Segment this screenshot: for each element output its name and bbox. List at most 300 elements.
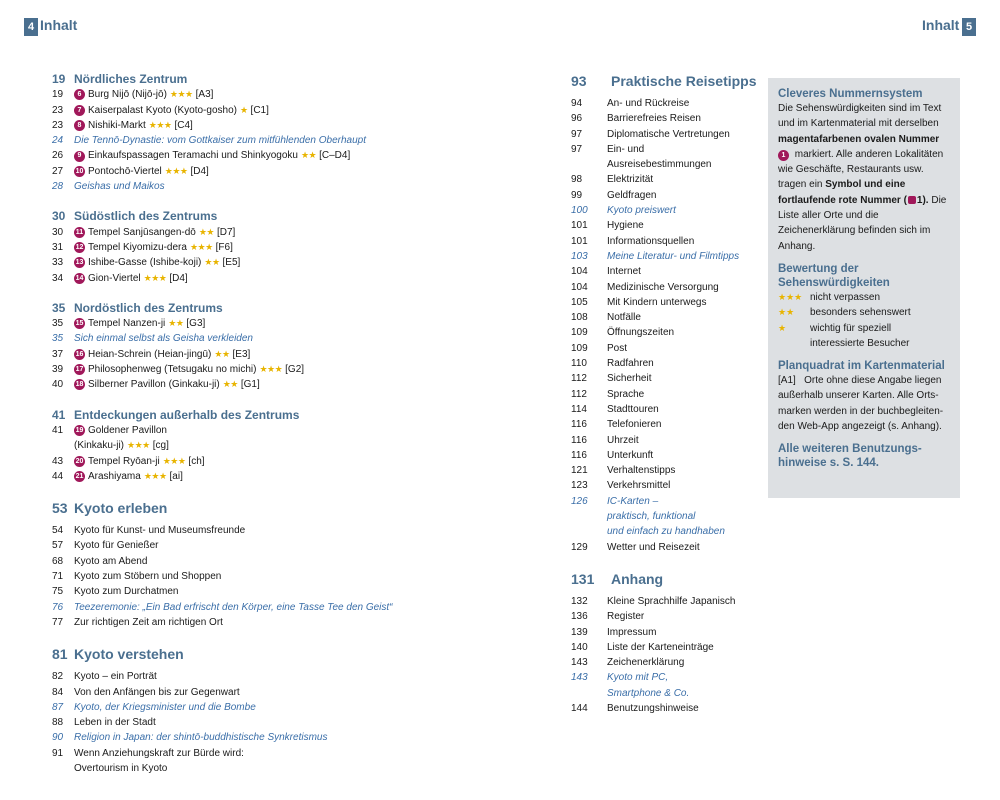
entry-text (74, 423, 167, 438)
entry-text (607, 494, 658, 509)
entry-page-number: 57 (52, 540, 64, 552)
entry-text (607, 249, 739, 264)
toc-entry (52, 554, 472, 569)
toc-entry (52, 761, 472, 776)
entry-page-number: 76 (52, 601, 64, 613)
entry-text (607, 341, 627, 356)
entry-title: Die Tennō-Dynastie: vom Gottkaiser zum mitfühlenden Oberhaupt (74, 135, 366, 147)
entry-text (74, 730, 327, 745)
toc-entry (571, 264, 761, 279)
section-page-number: 30 (52, 209, 66, 224)
toc-entry (571, 111, 761, 126)
entry-title: Philosophenweg (Tetsugaku no michi) (88, 364, 257, 376)
toc-entry (52, 179, 472, 194)
rating-stars-icon: ★★★ (259, 364, 283, 375)
legend-text: interessierte Besucher (810, 337, 910, 349)
grid-reference: [A3] (195, 89, 214, 101)
toc-entry (571, 625, 761, 640)
entry-page-number: 116 (571, 434, 587, 446)
rating-stars-icon: ★★ (222, 379, 238, 390)
entry-text (607, 463, 675, 478)
entry-title: Wetter und Reisezeit (607, 541, 700, 553)
entry-text (74, 554, 147, 569)
entry-page-number: 43 (52, 455, 64, 467)
grid-text-2: außerhalb unserer Karten. Alle Orts- marken werden in der buchbegleiten- den Web-App angezeigt (s. Anhang). (778, 390, 944, 433)
magenta-number-badge-icon: 6 (74, 89, 85, 100)
entry-text (74, 761, 167, 776)
magenta-number-badge-icon: 16 (74, 349, 85, 360)
toc-entry (52, 685, 472, 700)
rating-stars-icon: ★★★ (127, 440, 150, 451)
entry-text (607, 655, 684, 670)
entry-page-number: 75 (52, 586, 64, 598)
entry-title: Stadttouren (607, 403, 659, 415)
entry-page-number: 104 (571, 281, 588, 293)
toc-entry (52, 347, 472, 362)
entry-title: Medizinische Versorgung (607, 281, 719, 293)
entry-title: Leben in der Stadt (74, 717, 156, 729)
toc-entry (52, 148, 472, 163)
rating-legend-row (778, 336, 950, 351)
entry-text (607, 478, 670, 493)
entry-title: Kyoto mit PC, (607, 672, 669, 684)
section-page-number: 19 (52, 72, 66, 86)
entry-page-number: 91 (52, 747, 64, 759)
entry-page-number: 140 (571, 641, 588, 653)
entry-text (74, 240, 233, 255)
legend-text: besonders sehenswert (810, 307, 911, 319)
entry-text (607, 417, 661, 432)
grid-reference: [ai] (169, 470, 183, 482)
grid-reference: [D4] (190, 165, 209, 177)
section-gap (52, 286, 472, 301)
toc-entry (571, 127, 761, 142)
entry-title: Liste der Karteneinträge (607, 641, 714, 653)
entry-text (74, 685, 240, 700)
toc-entry (571, 280, 761, 295)
magenta-number-badge-icon: 19 (74, 425, 85, 436)
numbering-bold2: Symbol und eine fortlaufende rote Nummer ( (778, 179, 907, 206)
entry-title: und einfach zu handhaben (607, 526, 725, 538)
entry-title: Mit Kindern unterwegs (607, 296, 707, 308)
entry-page-number: 101 (571, 235, 588, 247)
magenta-number-badge-icon: 18 (74, 379, 85, 390)
toc-entry (571, 142, 761, 157)
toc-entry (571, 433, 761, 448)
toc-entry (52, 118, 472, 133)
toc-entry (52, 538, 472, 553)
section-page-number: 41 (52, 407, 66, 422)
entry-title: Impressum (607, 626, 657, 638)
grid-reference: [C–D4] (319, 150, 351, 162)
entry-text (607, 387, 644, 402)
toc-entry (571, 655, 761, 670)
toc-entry (52, 362, 472, 377)
entry-text (74, 700, 256, 715)
entry-title: Kyoto für Genießer (74, 540, 159, 552)
section-heading (52, 499, 472, 517)
toc-entry (571, 172, 761, 187)
entry-title: Kyoto – ein Porträt (74, 671, 157, 683)
entry-title: Wenn Anziehungskraft zur Bürde wird: (74, 747, 244, 759)
entry-title: Elektrizität (607, 174, 654, 186)
section-page-number: 131 (571, 570, 595, 587)
entry-text (74, 377, 260, 392)
entry-title: Kyoto, der Kriegsminister und die Bombe (74, 701, 256, 713)
entry-title: Geldfragen (607, 189, 657, 201)
rating-title: Bewertung der Sehenswürdigkeiten (778, 262, 890, 289)
entry-page-number: 39 (52, 364, 64, 376)
entry-text (607, 594, 735, 609)
entry-text (607, 371, 651, 386)
entry-text (607, 234, 694, 249)
magenta-number-badge-icon: 21 (74, 471, 85, 482)
entry-text (607, 609, 644, 624)
entry-page-number: 116 (571, 449, 587, 461)
entry-text (74, 133, 366, 148)
entry-page-number: 104 (571, 266, 588, 278)
entry-page-number: 108 (571, 312, 588, 324)
entry-page-number: 33 (52, 257, 64, 269)
grid-text (778, 373, 950, 434)
toc-entry (571, 594, 761, 609)
entry-text (607, 142, 644, 157)
entry-text (607, 640, 714, 655)
toc-entry (571, 387, 761, 402)
magenta-number-badge-icon: 9 (74, 151, 85, 162)
entry-text (74, 438, 169, 453)
grid-reference: [G2] (285, 364, 305, 376)
entry-page-number: 41 (52, 424, 64, 436)
entry-title: IC-Karten – (607, 495, 659, 507)
entry-text (74, 148, 350, 163)
entry-text (607, 524, 725, 539)
toc-entry (52, 600, 472, 615)
entry-text (607, 509, 695, 524)
section-title: Nordöstlich des Zentrums (74, 300, 223, 315)
toc-entry (52, 746, 472, 761)
entry-title: Silberner Pavillon (Ginkaku-ji) (88, 379, 220, 391)
entry-text (74, 316, 205, 331)
entry-text (74, 362, 304, 377)
numbering-title: Cleveres Nummernsystem (778, 88, 923, 100)
entry-title: Tempel Ryōan-ji (88, 455, 160, 467)
entry-text (74, 103, 269, 118)
entry-page-number: 23 (52, 104, 64, 116)
section-title: Praktische Reisetipps (611, 73, 757, 89)
rating-stars-icon: ★★★ (162, 455, 186, 466)
grid-text-1: Orte ohne diese Angabe liegen (804, 375, 942, 387)
entry-text (74, 600, 393, 615)
entry-page-number: 116 (571, 419, 587, 431)
entry-text (607, 280, 719, 295)
section-title: Anhang (611, 570, 664, 587)
grid-reference: [E3] (232, 348, 251, 360)
left-page-number: 4 (24, 18, 38, 36)
toc-entry (571, 310, 761, 325)
entry-page-number: 24 (52, 135, 64, 147)
entry-page-number: 103 (571, 250, 588, 262)
entry-text (74, 347, 250, 362)
entry-page-number: 31 (52, 241, 64, 253)
toc-entry (571, 478, 761, 493)
section-gap (52, 630, 472, 645)
entry-page-number: 87 (52, 701, 64, 713)
entry-title: Notfälle (607, 312, 641, 324)
entry-title: Nishiki-Markt (88, 119, 146, 131)
entry-title: (Kinkaku-ji) (74, 440, 125, 452)
toc-entry (52, 164, 472, 179)
entry-title: Benutzungshinweise (607, 702, 699, 714)
numbering-p3: Die Liste aller Orte und die Zeichenerklärung befinden sich im Anhang. (778, 194, 947, 252)
entry-text (607, 625, 656, 640)
toc-entry (571, 234, 761, 249)
entry-title: Internet (607, 266, 641, 278)
rating-legend (778, 290, 950, 351)
entry-title: Burg Nijō (Nijō-jō) (88, 89, 167, 101)
entry-text (74, 331, 253, 346)
entry-title: Verkehrsmittel (607, 480, 671, 492)
entry-page-number: 109 (571, 327, 588, 339)
section-title: Nördliches Zentrum (74, 72, 188, 86)
toc-entry (571, 295, 761, 310)
entry-page-number: 37 (52, 348, 64, 360)
numbering-bold1: magentafarbenen ovalen Nummer (778, 133, 940, 145)
entry-page-number: 99 (571, 189, 583, 201)
rating-stars-icon: ★★ (168, 318, 184, 329)
entry-title: Tempel Kiyomizu-dera (88, 241, 187, 253)
entry-page-number: 109 (571, 342, 588, 354)
toc-entry (52, 225, 472, 240)
toc-entry (571, 448, 761, 463)
footer-note: Alle weiteren Benutzungs- hinweise s. S. 144. (778, 443, 922, 470)
entry-text (74, 469, 183, 484)
entry-text (74, 271, 188, 286)
section-page-number: 93 (571, 73, 587, 89)
entry-page-number: 54 (52, 525, 64, 537)
entry-text (607, 96, 689, 111)
entry-title: Barrierefreies Reisen (607, 113, 701, 125)
entry-page-number: 144 (571, 702, 588, 714)
toc-entry (52, 271, 472, 286)
toc-entry (52, 454, 472, 469)
entry-title: Unterkunft (607, 449, 654, 461)
entry-page-number: 84 (52, 686, 64, 698)
magenta-number-badge-icon: 13 (74, 257, 85, 268)
entry-title: Arashiyama (88, 470, 141, 482)
right-page-title: Inhalt (922, 17, 960, 33)
lock-icon (908, 196, 916, 204)
entry-page-number: 101 (571, 220, 588, 232)
entry-title: Zeichenerklärung (607, 657, 685, 669)
rating-stars-icon: ★★★ (148, 119, 172, 130)
entry-text (607, 111, 701, 126)
entry-title: Ishibe-Gasse (Ishibe-koji) (88, 257, 202, 269)
section-gap (52, 484, 472, 499)
toc-entry (52, 133, 472, 148)
entry-title: Gion-Viertel (88, 272, 141, 284)
toc-entry (571, 494, 761, 509)
grid-reference: [G1] (240, 379, 260, 391)
entry-text (607, 310, 641, 325)
entry-text (607, 157, 712, 172)
numbering-bold2-end: ). (922, 194, 929, 206)
entry-text (74, 538, 158, 553)
toc-entry (52, 87, 472, 102)
toc-entry (571, 249, 761, 264)
entry-title: Hygiene (607, 220, 644, 232)
entry-text (74, 454, 205, 469)
toc-entry (571, 670, 761, 685)
entry-page-number: 105 (571, 296, 588, 308)
section-gap (52, 393, 472, 408)
toc-entry (571, 463, 761, 478)
entry-title: Ausreisebestimmungen (607, 159, 712, 171)
toc-entry (571, 640, 761, 655)
rating-stars-icon: ★★★ (169, 89, 193, 100)
entry-title: Radfahren (607, 358, 654, 370)
rating-stars-icon: ★★ (214, 348, 230, 359)
numbering-p1: Die Sehenswürdigkeiten sind im Text und im Kartenmaterial mit derselben (778, 103, 942, 130)
grid-reference: [C1] (250, 104, 269, 116)
grid-code: [A1] (778, 375, 796, 387)
entry-text (74, 584, 179, 599)
toc-entry (571, 356, 761, 371)
entry-text (74, 746, 244, 761)
entry-page-number: 68 (52, 555, 64, 567)
entry-title: Sicherheit (607, 373, 652, 385)
entry-page-number: 143 (571, 672, 588, 684)
entry-page-number: 28 (52, 181, 64, 193)
magenta-number-badge-icon: 20 (74, 456, 85, 467)
entry-text (607, 325, 674, 340)
entry-title: Post (607, 342, 628, 354)
rating-stars-icon: ★★★ (189, 241, 213, 252)
entry-title: Zur richtigen Zeit am richtigen Ort (74, 616, 223, 628)
section-page-number: 35 (52, 300, 66, 315)
right-page-number: 5 (962, 18, 976, 36)
entry-title: Pontochō-Viertel (88, 165, 162, 177)
magenta-number-badge-icon: 17 (74, 364, 85, 375)
entry-title: Öffnungszeiten (607, 327, 675, 339)
entry-page-number: 26 (52, 150, 64, 162)
entry-text (74, 523, 245, 538)
grid-title: Planquadrat im Kartenmaterial (778, 360, 945, 373)
toc-entry (52, 103, 472, 118)
toc-entry (571, 218, 761, 233)
legend-stars-icon: ★★★ (778, 291, 803, 302)
section-heading (52, 408, 472, 423)
toc-entry (52, 523, 472, 538)
toc-entry (52, 240, 472, 255)
entry-page-number: 82 (52, 671, 64, 683)
toc-entry (571, 509, 761, 524)
entry-text (74, 715, 156, 730)
entry-text (607, 127, 730, 142)
entry-page-number: 97 (571, 128, 583, 140)
numbering-p2: markiert. Alle anderen Lokalitäten wie Geschäfte, Restaurants usw. tragen ein (778, 148, 944, 191)
toc-left-column (52, 72, 472, 776)
grid-reference: [D4] (169, 272, 188, 284)
entry-page-number: 34 (52, 272, 64, 284)
rating-stars-icon: ★★★ (143, 272, 167, 283)
grid-reference: [cg] (152, 440, 169, 452)
section-heading (571, 72, 761, 90)
toc-entry (571, 96, 761, 111)
toc-entry (571, 371, 761, 386)
entry-text (607, 172, 653, 187)
numbering-lock-num: 1 (916, 194, 923, 206)
toc-entry (571, 157, 761, 172)
entry-page-number: 77 (52, 616, 64, 628)
legend-text: wichtig für speziell (810, 322, 892, 334)
magenta-number-badge-icon: 15 (74, 318, 85, 329)
toc-entry (571, 540, 761, 555)
entry-page-number: 136 (571, 611, 588, 623)
entry-page-number: 114 (571, 403, 587, 415)
entry-page-number: 19 (52, 89, 64, 101)
entry-title: Heian-Schrein (Heian-jingū) (88, 348, 212, 360)
entry-text (607, 188, 656, 203)
entry-title: Teezeremonie: „Ein Bad erfrischt den Körper, eine Tasse Tee den Geist“ (74, 601, 393, 613)
section-title: Südöstlich des Zentrums (74, 209, 218, 224)
toc-entry (52, 331, 472, 346)
entry-title: Kyoto zum Stöbern und Shoppen (74, 571, 222, 583)
section-gap (571, 555, 761, 570)
toc-entry (52, 469, 472, 484)
entry-title: praktisch, funktional (607, 511, 696, 523)
entry-title: Einkaufspassagen Teramachi und Shinkyogoku (88, 150, 298, 162)
entry-page-number: 96 (571, 113, 583, 125)
grid-reference: [D7] (217, 226, 236, 238)
entry-title: Meine Literatur- und Filmtipps (607, 250, 740, 262)
entry-page-number: 112 (571, 388, 587, 400)
rating-stars-icon: ★★ (204, 257, 220, 268)
entry-page-number: 97 (571, 143, 583, 155)
section-title: Kyoto erleben (74, 500, 168, 517)
entry-text (607, 264, 641, 279)
entry-title: Smartphone & Co. (607, 687, 690, 699)
toc-entry (571, 203, 761, 218)
entry-text (607, 540, 700, 555)
entry-text (74, 87, 213, 102)
toc-entry (52, 255, 472, 270)
grid-reference: [E5] (222, 257, 241, 269)
toc-entry (52, 700, 472, 715)
entry-page-number: 23 (52, 119, 64, 131)
toc-entry (52, 669, 472, 684)
toc-entry (571, 325, 761, 340)
rating-stars-icon: ★★★ (164, 165, 188, 176)
entry-page-number: 35 (52, 318, 64, 330)
legend-stars-icon: ★★ (778, 307, 795, 318)
entry-text (607, 356, 654, 371)
entry-title: Diplomatische Vertretungen (607, 128, 730, 140)
entry-page-number: 40 (52, 379, 64, 391)
entry-text (607, 203, 676, 218)
entry-page-number: 143 (571, 657, 588, 669)
toc-entry (52, 730, 472, 745)
entry-page-number: 88 (52, 717, 64, 729)
rating-stars-icon: ★★★ (143, 470, 167, 481)
entry-text (74, 225, 235, 240)
entry-title: Von den Anfängen bis zur Gegenwart (74, 686, 240, 698)
entry-title: Overtourism in Kyoto (74, 762, 168, 774)
entry-title: Kyoto für Kunst- und Museumsfreunde (74, 525, 246, 537)
entry-text (74, 669, 157, 684)
toc-entry (571, 701, 761, 716)
entry-title: Ein- und (607, 143, 645, 155)
